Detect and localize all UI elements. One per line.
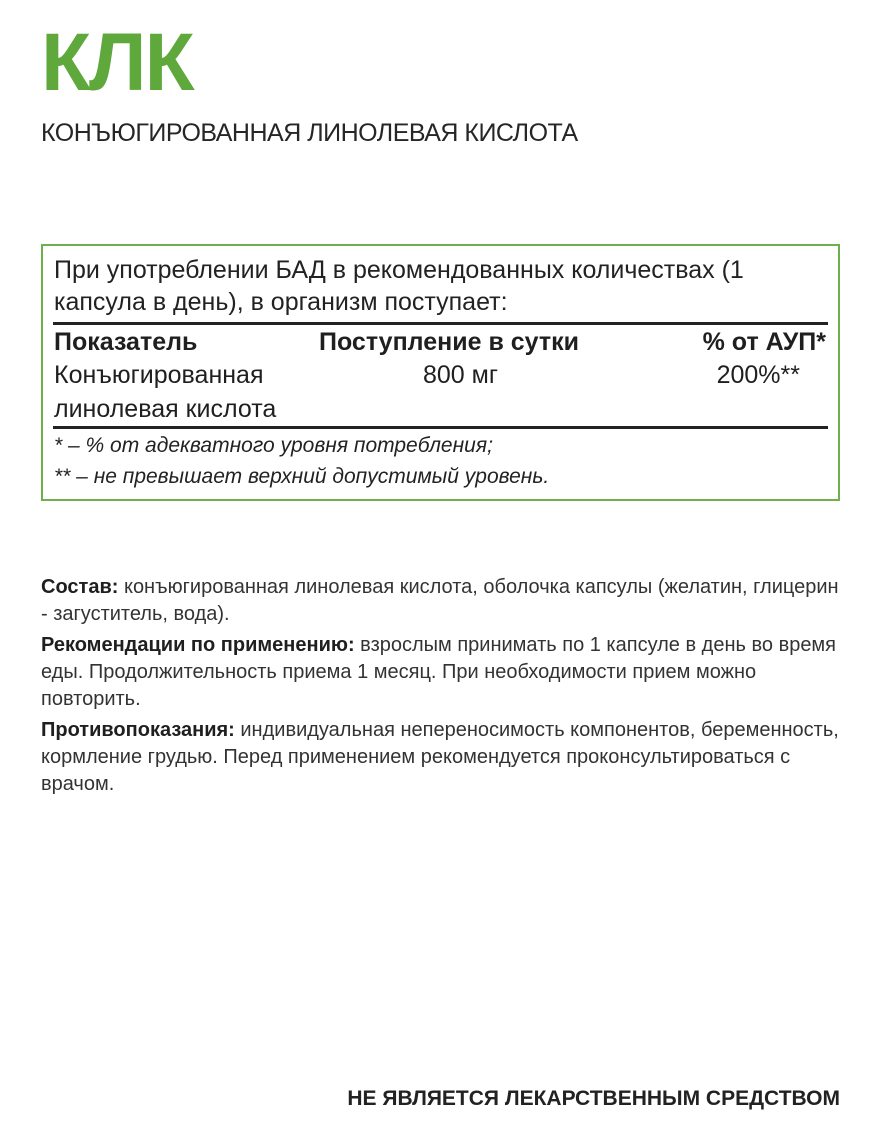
contraindications-text: индивидуальная непереносимость компонентов, беременность, кормление грудью. Перед применением рекомендуется проконсультироваться с врачом.	[41, 719, 839, 795]
intake-intro: При употреблении БАД в рекомендованных количествах (1 капсула в день), в организм поступает:	[54, 256, 744, 316]
product-subtitle: КОНЪЮГИРОВАННАЯ ЛИНОЛЕВАЯ КИСЛОТА	[41, 119, 578, 147]
row-daily-amount: 800 мг	[423, 361, 498, 389]
usage-paragraph	[41, 632, 841, 713]
usage-text: взрослым принимать по 1 капсуле в день во время еды. Продолжительность приема 1 месяц. При необходимости прием можно повторить.	[41, 634, 837, 710]
product-title: КЛК	[41, 17, 193, 108]
nutrition-info-box	[41, 244, 840, 501]
column-daily-intake: Поступление в сутки	[319, 328, 580, 356]
product-details	[41, 574, 841, 802]
table-header	[53, 322, 828, 359]
table-divider	[53, 426, 828, 429]
composition-text: конъюгированная линолевая кислота, оболочка капсулы (желатин, глицерин - загуститель, вода).	[41, 576, 839, 625]
not-medicine-disclaimer: НЕ ЯВЛЯЕТСЯ ЛЕКАРСТВЕННЫМ СРЕДСТВОМ	[347, 1087, 840, 1110]
row-percent: 200%**	[716, 361, 800, 389]
usage-label: Рекомендации по применению:	[41, 634, 355, 656]
column-percent-aup: % от АУП*	[702, 328, 826, 356]
row-indicator-name: Конъюгированная линолевая кислота	[54, 361, 277, 423]
column-indicator: Показатель	[54, 328, 198, 356]
footnote-aup: * – % от адекватного уровня потребления;	[54, 434, 493, 457]
table-row	[53, 358, 828, 428]
footnote-upper-limit: ** – не превышает верхний допустимый уровень.	[54, 465, 550, 488]
composition-paragraph	[41, 574, 841, 628]
contraindications-label: Противопоказания:	[41, 719, 235, 741]
contraindications-paragraph	[41, 717, 841, 798]
composition-label: Состав:	[41, 576, 119, 598]
